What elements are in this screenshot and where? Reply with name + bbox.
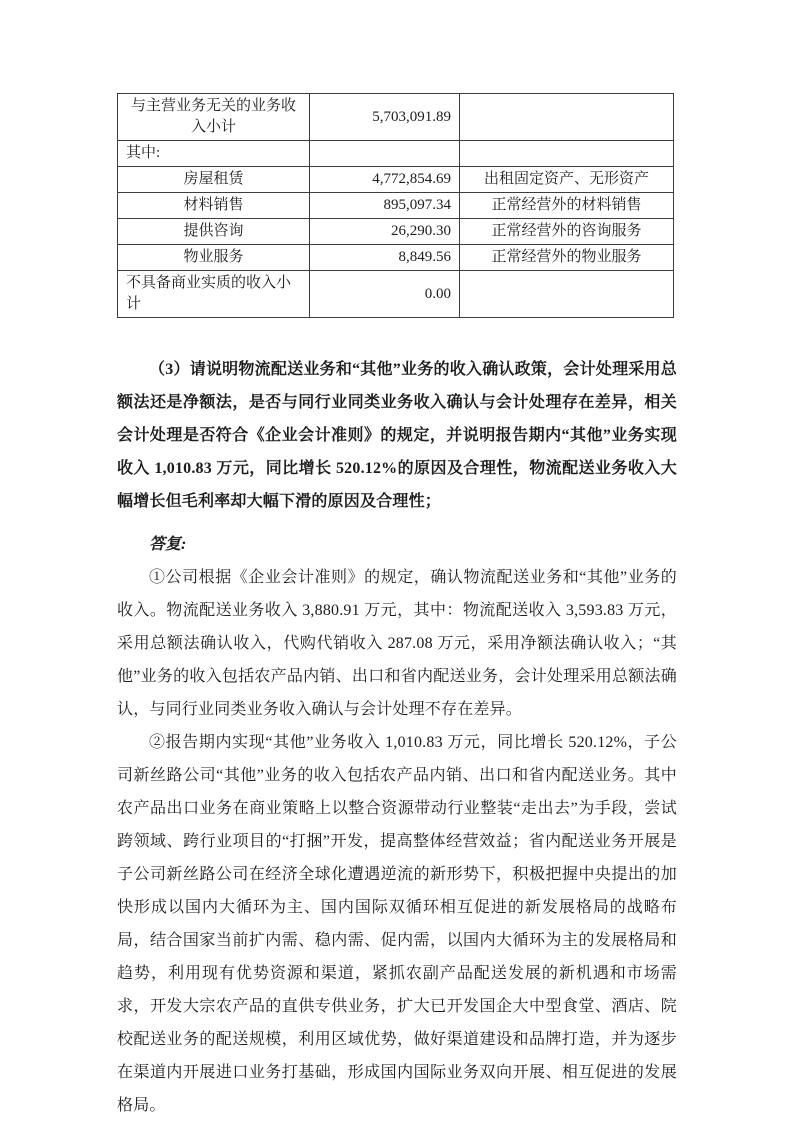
table-row-subtotal-no-substance	[118, 271, 674, 318]
row-note: 正常经营外的材料销售	[460, 193, 674, 219]
row-label: 其中:	[118, 141, 310, 167]
non-operating-revenue-table	[117, 93, 674, 318]
row-note	[460, 141, 674, 167]
row-amount: 0.00	[310, 271, 460, 318]
row-amount: 8,849.56	[310, 245, 460, 271]
row-amount: 5,703,091.89	[310, 94, 460, 141]
row-note: 正常经营外的咨询服务	[460, 219, 674, 245]
question-3-paragraph: （3）请说明物流配送业务和“其他”业务的收入确认政策，会计处理采用总额法还是净额法，是否与同行业同类业务收入确认与会计处理存在差异，相关会计处理是否符合《企业会计准则》的规定，并说明报告期内“其他”业务实现收入 1,010.83 万元，同比增长 520.12%的原因及合理性，物流配送业务收入大幅增长但毛利率却大幅下滑的原因及合理性；	[117, 361, 677, 510]
table-row-consulting	[118, 219, 674, 245]
row-note	[460, 94, 674, 141]
row-label: 与主营业务无关的业务收入小计	[118, 94, 310, 141]
answer-paragraph-2: ②报告期内实现“其他”业务收入 1,010.83 万元，同比增长 520.12%，子公司新丝路公司“其他”业务的收入包括农产品内销、出口和省内配送业务。其中农产品出口业务在商业策略上以整合资源带动行业整装“走出去”为手段，尝试跨领域、跨行业项目的“打捆”开发，提高整体经营效益；省内配送业务开展是子公司新丝路公司在经济全球化遭遇逆流的新形势下，积极把握中央提出的加快形成以国内大循环为主、国内国际双循环相互促进的新发展格局的战略布局，结合国家当前扩内需、稳内需、促内需，以国内大循环为主的发展格局和趋势，利用现有优势资源和渠道，紧抓农副产品配送发展的新机遇和市场需求，开发大宗农产品的直供专供业务，扩大已开发国企大中型食堂、酒店、院校配送业务的配送规模，利用区域优势，做好渠道建设和品牌打造，并为逐步在渠道内开展进口业务打基础，形成国内国际业务双向开展、相互促进的发展格局。	[117, 734, 677, 1114]
reply-label: 答复:	[149, 536, 187, 553]
row-amount: 4,772,854.69	[310, 167, 460, 193]
table-row-among-which	[118, 141, 674, 167]
row-note: 出租固定资产、无形资产	[460, 167, 674, 193]
table-row-house-rental	[118, 167, 674, 193]
row-note: 正常经营外的物业服务	[460, 245, 674, 271]
row-amount: 895,097.34	[310, 193, 460, 219]
row-label: 材料销售	[118, 193, 310, 219]
row-amount	[310, 141, 460, 167]
row-note	[460, 271, 674, 318]
row-label: 物业服务	[118, 245, 310, 271]
answer-paragraph-1: ①公司根据《企业会计准则》的规定，确认物流配送业务和“其他”业务的收入。物流配送业务收入 3,880.91 万元，其中：物流配送收入 3,593.83 万元，采用总额法确认收入，代购代销收入 287.08 万元，采用净额法确认收入；“其他”业务的收入包括农产品内销、出口和省内配送业务，会计处理采用总额法确认，与同行业同类业务收入确认与会计处理不存在差异。	[117, 569, 677, 718]
row-amount: 26,290.30	[310, 219, 460, 245]
row-label: 房屋租赁	[118, 167, 310, 193]
row-label: 不具备商业实质的收入小计	[118, 271, 310, 318]
table-row-material-sales	[118, 193, 674, 219]
table-row-subtotal-unrelated	[118, 94, 674, 141]
table-row-property-service	[118, 245, 674, 271]
row-label: 提供咨询	[118, 219, 310, 245]
